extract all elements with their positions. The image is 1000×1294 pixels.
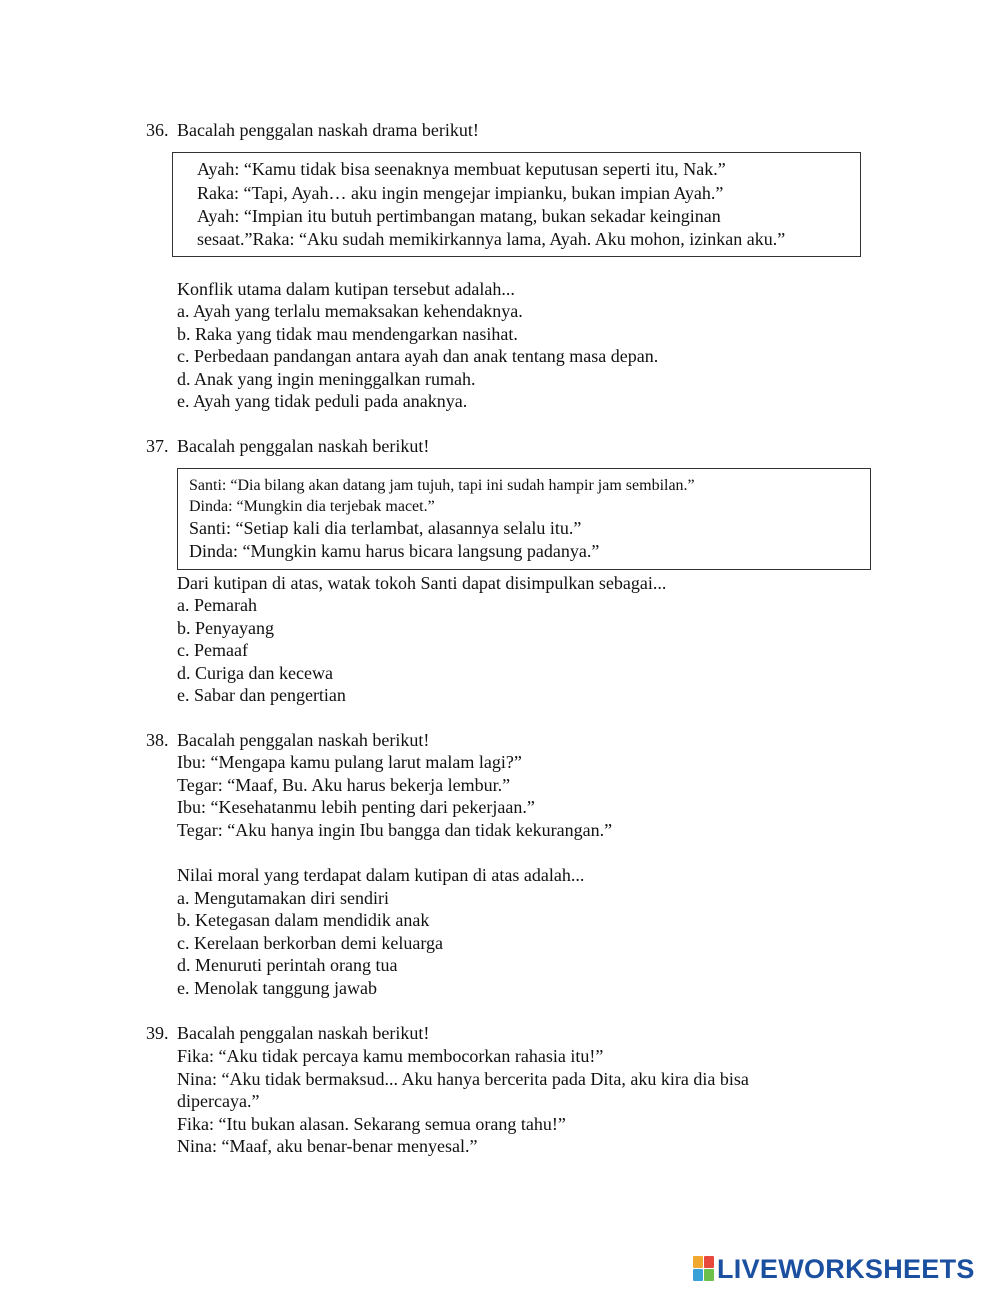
q38-dialog-line: Tegar: “Maaf, Bu. Aku harus bekerja lembur.”	[177, 775, 511, 795]
q37-number: 37.	[146, 436, 169, 456]
q37-option-d[interactable]: d. Curiga dan kecewa	[177, 663, 333, 683]
q39-number: 39.	[146, 1023, 169, 1043]
q37-box-line: Santi: “Dia bilang akan datang jam tujuh, tapi ini sudah hampir jam sembilan.”	[189, 477, 695, 494]
liveworksheets-logo[interactable]	[693, 1254, 975, 1284]
q38-instruction: Bacalah penggalan naskah berikut!	[177, 730, 430, 750]
q37-instruction: Bacalah penggalan naskah berikut!	[177, 436, 430, 456]
q36-box-line: Raka: “Tapi, Ayah… aku ingin mengejar impianku, bukan impian Ayah.”	[197, 183, 724, 203]
q38-option-d[interactable]: d. Menuruti perintah orang tua	[177, 955, 398, 975]
q36-option-e[interactable]: e. Ayah yang tidak peduli pada anaknya.	[177, 391, 468, 411]
q38-dialog-line: Ibu: “Kesehatanmu lebih penting dari pekerjaan.”	[177, 797, 535, 817]
q38-question: Nilai moral yang terdapat dalam kutipan di atas adalah...	[177, 865, 585, 885]
liveworksheets-logo-text: LIVEWORKSHEETS	[717, 1253, 975, 1284]
q38-option-c[interactable]: c. Kerelaan berkorban demi keluarga	[177, 933, 444, 953]
q38-option-b[interactable]: b. Ketegasan dalam mendidik anak	[177, 910, 430, 930]
q39-dialog-line: Fika: “Aku tidak percaya kamu membocorkan rahasia itu!”	[177, 1046, 604, 1066]
q39-instruction: Bacalah penggalan naskah berikut!	[177, 1023, 430, 1043]
q38-option-a[interactable]: a. Mengutamakan diri sendiri	[177, 888, 389, 908]
q38-number: 38.	[146, 730, 169, 750]
q37-dialog-box	[177, 468, 871, 570]
q36-instruction: Bacalah penggalan naskah drama berikut!	[177, 120, 479, 140]
q36-dialog-box	[172, 152, 861, 257]
q36-number: 36.	[146, 120, 169, 140]
q37-box-line: Dinda: “Mungkin dia terjebak macet.”	[189, 498, 435, 515]
q38-dialog-line: Ibu: “Mengapa kamu pulang larut malam lagi?”	[177, 752, 522, 772]
q36-option-a[interactable]: a. Ayah yang terlalu memaksakan kehendaknya.	[177, 301, 523, 321]
q39-dialog-line: dipercaya.”	[177, 1091, 260, 1111]
q37-box-line: Santi: “Setiap kali dia terlambat, alasannya selalu itu.”	[189, 518, 582, 538]
q38-dialog-line: Tegar: “Aku hanya ingin Ibu bangga dan tidak kekurangan.”	[177, 820, 613, 840]
liveworksheets-logo-icon	[693, 1256, 715, 1282]
q37-option-b[interactable]: b. Penyayang	[177, 618, 274, 638]
q36-box-line: sesaat.”Raka: “Aku sudah memikirkannya lama, Ayah. Aku mohon, izinkan aku.”	[197, 229, 786, 249]
q36-option-d[interactable]: d. Anak yang ingin meninggalkan rumah.	[177, 369, 476, 389]
q36-box-line: Ayah: “Kamu tidak bisa seenaknya membuat keputusan seperti itu, Nak.”	[197, 159, 726, 179]
q37-question: Dari kutipan di atas, watak tokoh Santi dapat disimpulkan sebagai...	[177, 573, 667, 593]
q37-option-a[interactable]: a. Pemarah	[177, 595, 257, 615]
q37-option-e[interactable]: e. Sabar dan pengertian	[177, 685, 346, 705]
q36-box-line: Ayah: “Impian itu butuh pertimbangan matang, bukan sekadar keinginan	[197, 206, 721, 226]
q36-option-c[interactable]: c. Perbedaan pandangan antara ayah dan anak tentang masa depan.	[177, 346, 659, 366]
q39-dialog-line: Nina: “Maaf, aku benar-benar menyesal.”	[177, 1136, 478, 1156]
q37-option-c[interactable]: c. Pemaaf	[177, 640, 248, 660]
q39-dialog-line: Fika: “Itu bukan alasan. Sekarang semua orang tahu!”	[177, 1114, 566, 1134]
q38-option-e[interactable]: e. Menolak tanggung jawab	[177, 978, 377, 998]
q39-dialog-line: Nina: “Aku tidak bermaksud... Aku hanya bercerita pada Dita, aku kira dia bisa	[177, 1069, 749, 1089]
q36-option-b[interactable]: b. Raka yang tidak mau mendengarkan nasihat.	[177, 324, 518, 344]
q36-question: Konflik utama dalam kutipan tersebut adalah...	[177, 279, 515, 299]
q37-box-line: Dinda: “Mungkin kamu harus bicara langsung padanya.”	[189, 541, 600, 561]
